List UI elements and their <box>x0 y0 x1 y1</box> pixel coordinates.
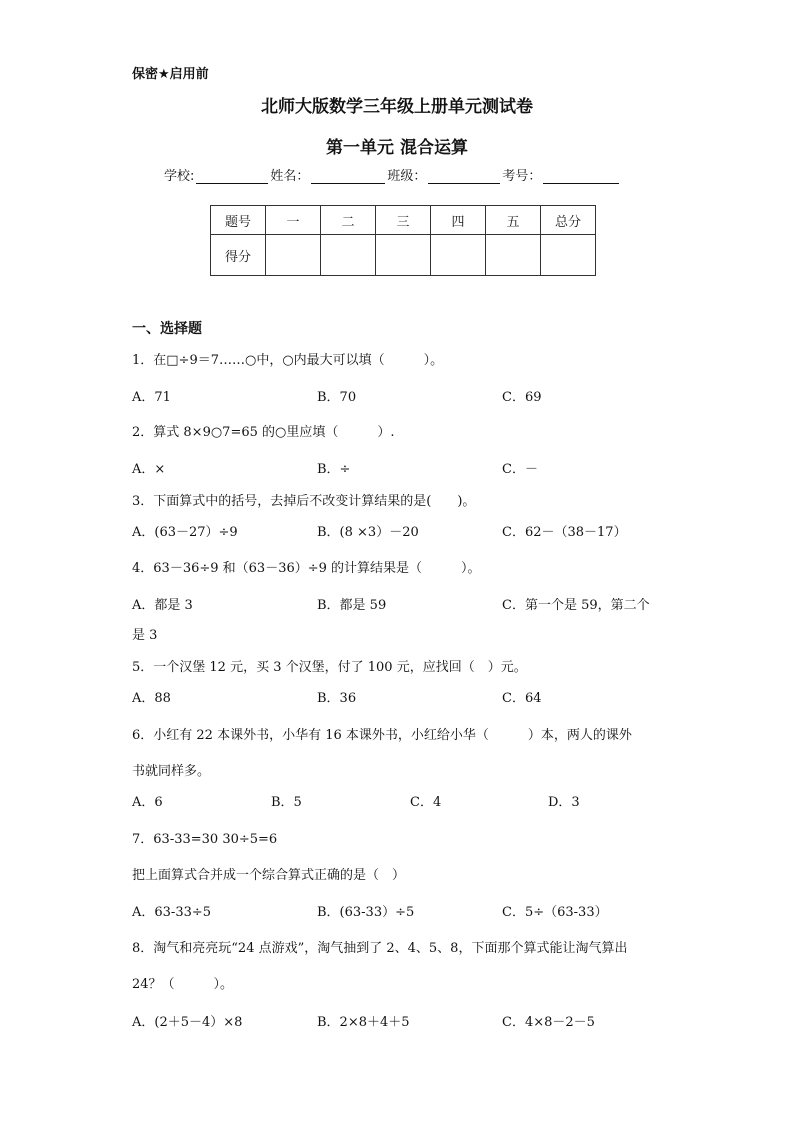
q1-option-a[interactable]: A．71 <box>132 390 171 405</box>
q6-option-a[interactable]: A．6 <box>132 795 163 810</box>
q6-option-d[interactable]: D．3 <box>548 795 580 810</box>
q8-option-b[interactable]: B．2×8＋4＋5 <box>317 1015 410 1030</box>
q7-option-c[interactable]: C．5÷（63-33） <box>502 905 608 920</box>
confidential-label: 保密★启用前 <box>132 67 209 82</box>
score-cell[interactable] <box>321 235 376 276</box>
name-blank[interactable] <box>311 169 385 184</box>
score-cell[interactable] <box>486 235 541 276</box>
score-row <box>211 235 596 276</box>
name-label: 姓名： <box>270 169 310 184</box>
q1-option-b[interactable]: B．70 <box>317 390 357 405</box>
q3-option-a[interactable]: A．(63－27）÷9 <box>132 525 238 540</box>
question-2: 2．算式 8×9○7=65 的○里应填（ ）. <box>132 425 395 440</box>
exam-title: 北师大版数学三年级上册单元测试卷 <box>261 97 533 117</box>
q3-option-b[interactable]: B．(8 ×3）－20 <box>317 525 419 540</box>
question-3: 3．下面算式中的括号，去掉后不改变计算结果的是( )。 <box>132 494 476 509</box>
exam-no-label: 考号： <box>502 169 542 184</box>
class-label: 班级： <box>387 169 427 184</box>
q5-option-b[interactable]: B．36 <box>317 691 357 706</box>
q7-option-a[interactable]: A．63-33÷5 <box>132 905 212 920</box>
question-8: 8．淘气和亮亮玩“24 点游戏”，淘气抽到了 2、4、5、8，下面那个算式能让淘气算出 <box>132 941 628 956</box>
question-8-continuation: 24？（ ）。 <box>132 977 234 992</box>
question-7-continuation: 把上面算式合并成一个综合算式正确的是（ ） <box>132 868 406 883</box>
score-header-cell: 五 <box>486 206 541 235</box>
q1-option-c[interactable]: C．69 <box>502 390 542 405</box>
unit-subtitle: 第一单元 混合运算 <box>326 138 468 158</box>
question-4: 4．63－36÷9 和（63－36）÷9 的计算结果是（ ）。 <box>132 561 481 576</box>
score-header-cell: 一 <box>266 206 321 235</box>
score-header-cell: 题号 <box>211 206 266 235</box>
score-table <box>210 205 596 276</box>
q5-option-c[interactable]: C．64 <box>502 691 542 706</box>
class-blank[interactable] <box>428 169 500 184</box>
q2-option-a[interactable]: A．× <box>132 462 166 477</box>
q8-option-c[interactable]: C．4×8－2－5 <box>502 1015 595 1030</box>
q2-option-c[interactable]: C．－ <box>502 462 538 477</box>
q2-option-b[interactable]: B．÷ <box>317 462 351 477</box>
q4-option-c-continuation: 是 3 <box>132 628 158 643</box>
q4-option-b[interactable]: B．都是 59 <box>317 598 387 613</box>
q5-option-a[interactable]: A．88 <box>132 691 171 706</box>
score-cell[interactable] <box>266 235 321 276</box>
score-row-label: 得分 <box>211 235 266 276</box>
score-cell[interactable] <box>541 235 596 276</box>
question-6-continuation: 书就同样多。 <box>132 764 211 779</box>
q8-option-a[interactable]: A．(2＋5－4）×8 <box>132 1015 243 1030</box>
q7-option-b[interactable]: B．(63-33）÷5 <box>317 905 415 920</box>
q4-option-c[interactable]: C．第一个是 59，第二个 <box>502 598 650 613</box>
q6-option-c[interactable]: C．4 <box>410 795 442 810</box>
section-heading: 一、选择题 <box>132 321 202 337</box>
score-header-cell: 四 <box>431 206 486 235</box>
question-7: 7．63-33=30 30÷5=6 <box>132 832 278 847</box>
question-5: 5．一个汉堡 12 元，买 3 个汉堡，付了 100 元，应找回（ ）元。 <box>132 660 527 675</box>
score-header-cell: 二 <box>321 206 376 235</box>
score-cell[interactable] <box>431 235 486 276</box>
score-header-cell: 三 <box>376 206 431 235</box>
school-label: 学校: <box>164 169 195 184</box>
score-cell[interactable] <box>376 235 431 276</box>
q6-option-b[interactable]: B．5 <box>271 795 302 810</box>
score-header-cell: 总分 <box>541 206 596 235</box>
q4-option-a[interactable]: A．都是 3 <box>132 598 193 613</box>
question-1: 1．在□÷9＝7……○中，○内最大可以填（ ）。 <box>132 353 444 368</box>
student-info-line <box>164 165 621 184</box>
score-header-row <box>211 206 596 235</box>
school-blank[interactable] <box>196 169 268 184</box>
q3-option-c[interactable]: C．62－（38－17） <box>502 525 627 540</box>
question-6: 6．小红有 22 本课外书，小华有 16 本课外书，小红给小华（ ）本，两人的课外 <box>132 728 632 743</box>
exam-no-blank[interactable] <box>543 169 619 184</box>
